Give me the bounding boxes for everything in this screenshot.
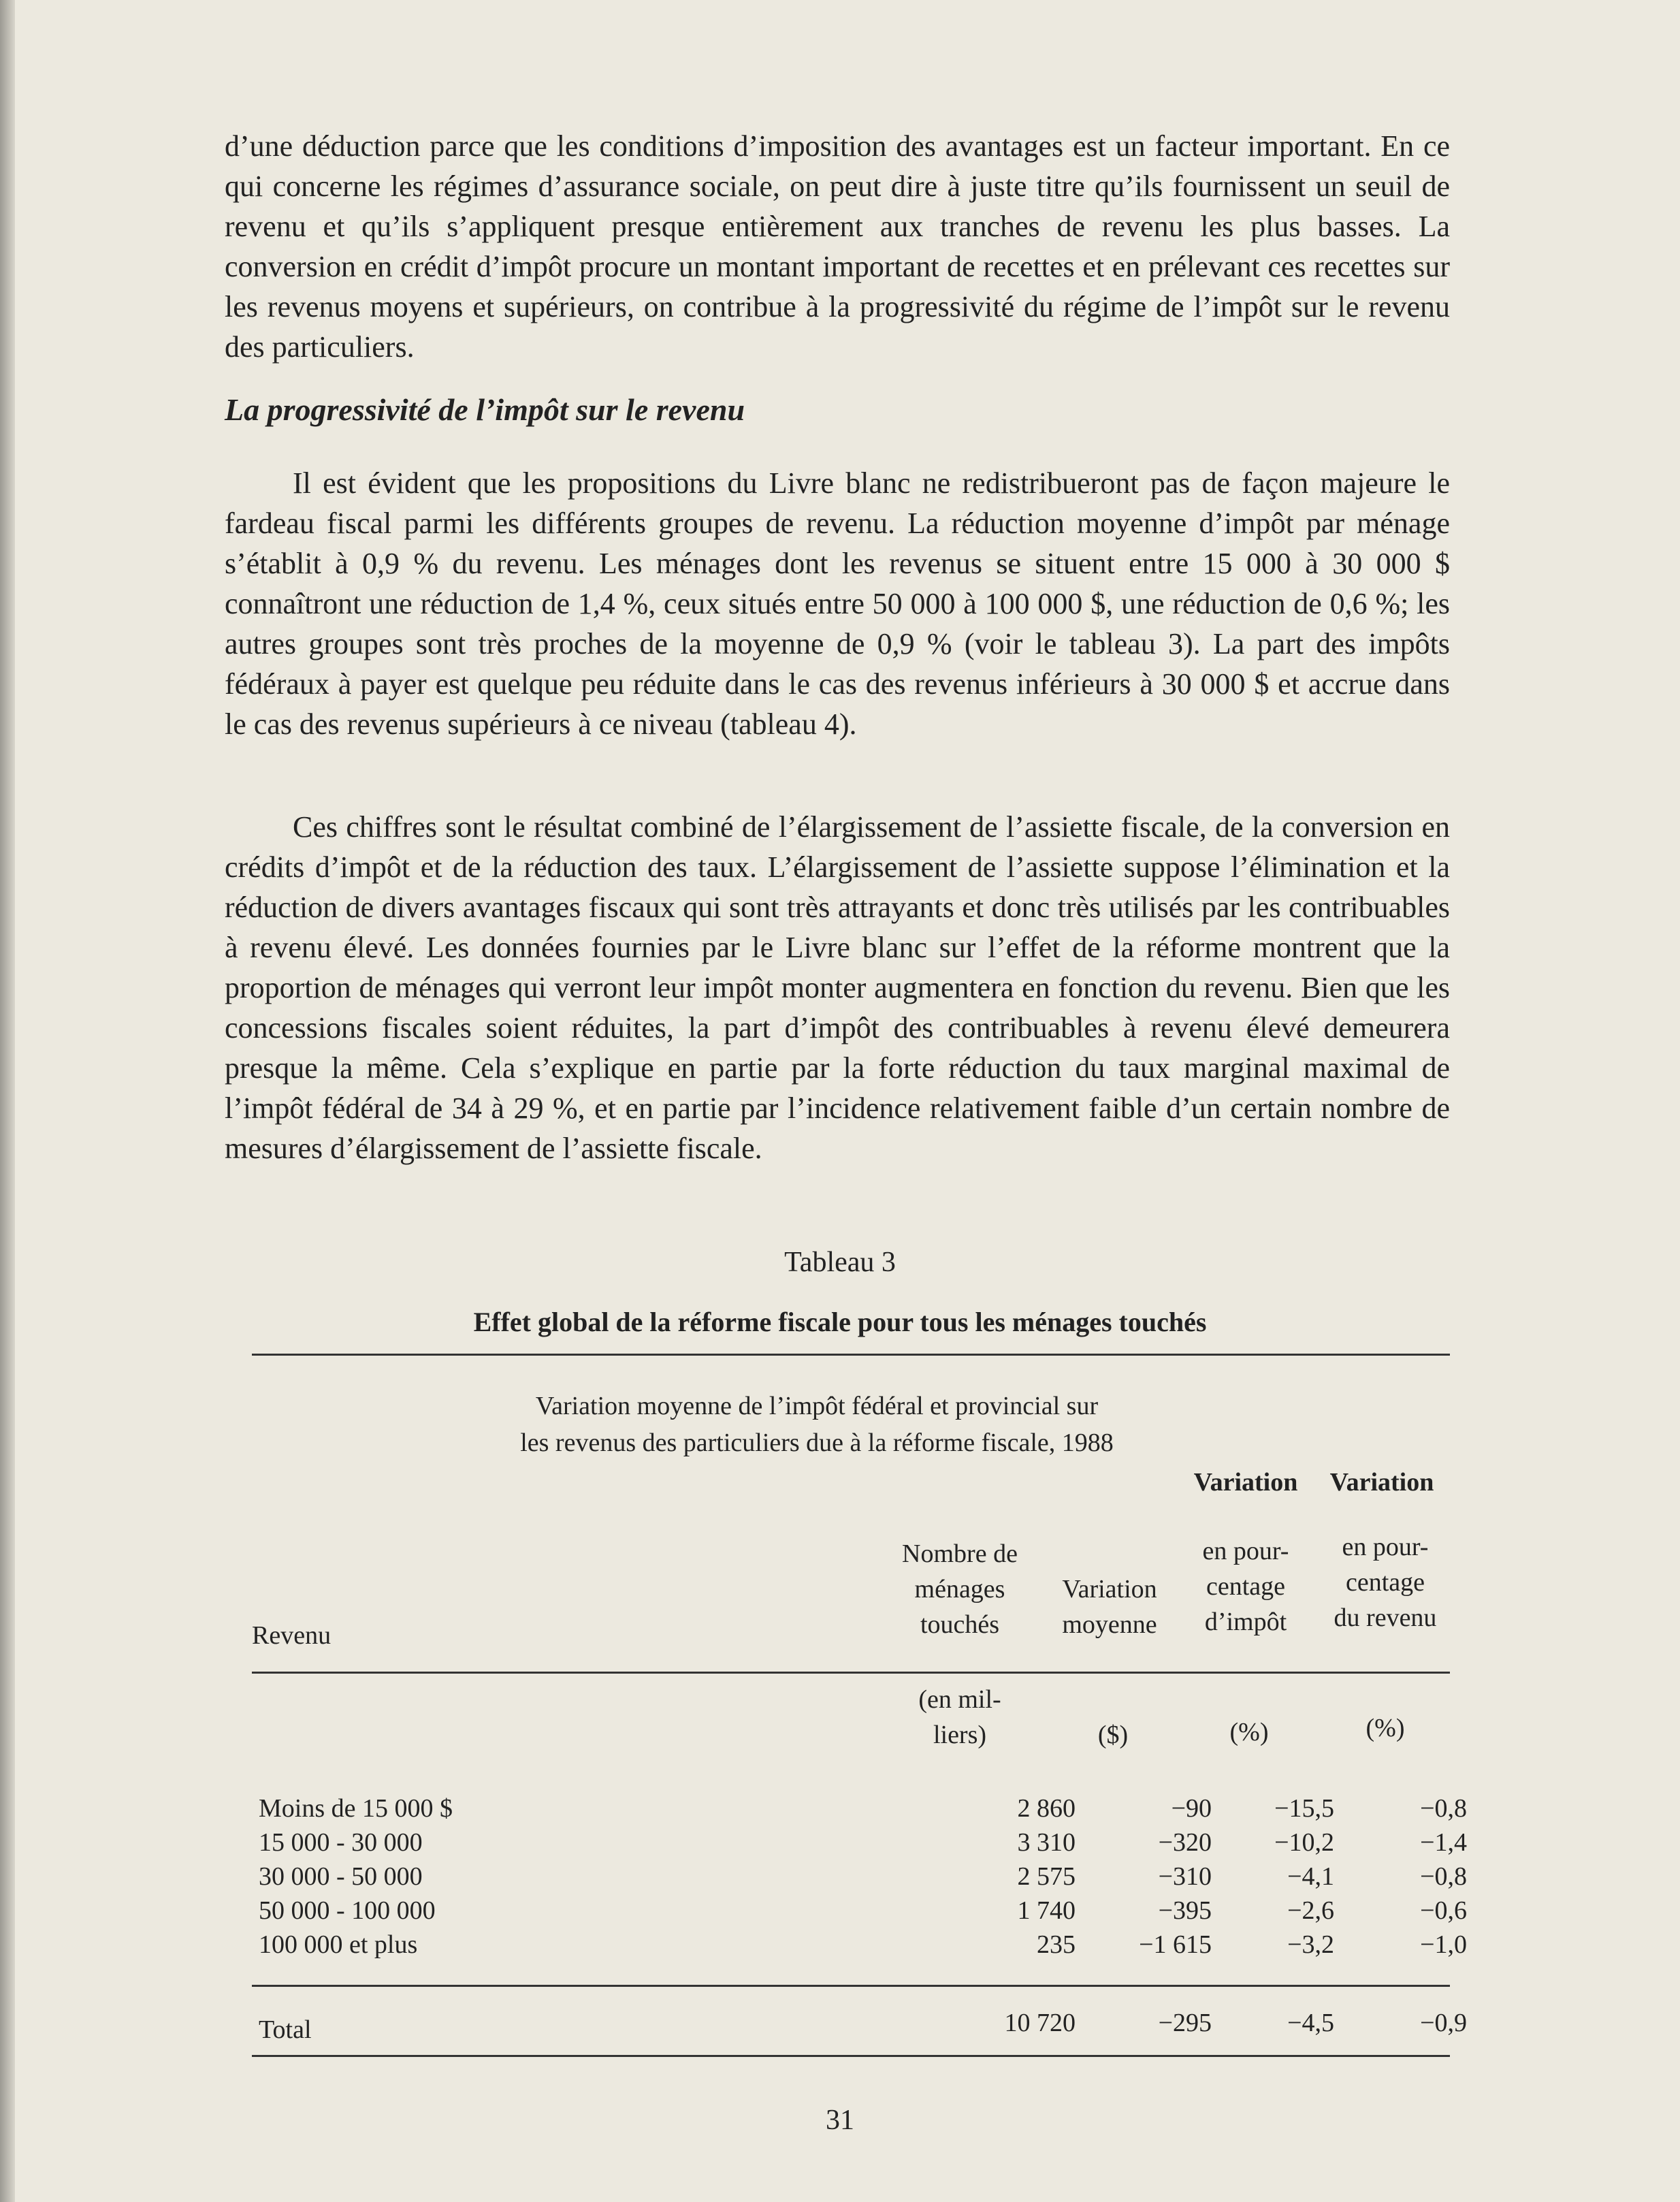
table-total-rule (252, 1985, 1450, 1987)
caption-line-1: Variation moyenne de l’impôt fédéral et provincial sur (535, 1392, 1099, 1420)
col-head-menages (878, 1536, 1041, 1642)
row-revenu: 15 000 - 30 000 (259, 1828, 423, 1857)
col-head-pct-revenu-line-2: centage (1345, 1568, 1425, 1597)
col-head-menages-line-3: touchés (920, 1610, 1000, 1639)
row-variation: −310 (1158, 1862, 1212, 1891)
bold-head-3: Variation (1193, 1468, 1298, 1497)
row-pct-revenu: −1,4 (1420, 1828, 1467, 1857)
row-pct-impot: −10,2 (1274, 1828, 1334, 1857)
row-pct-impot: −3,2 (1287, 1930, 1334, 1959)
row-variation: −90 (1171, 1794, 1212, 1823)
section-heading: La progressivité de l’impôt sur le revenu (225, 392, 745, 427)
col-head-pct-revenu (1314, 1529, 1457, 1635)
table-header-rule (252, 1672, 1450, 1674)
unit-variation: ($) (1097, 1721, 1129, 1749)
scan-edge (0, 0, 15, 2202)
row-variation: −395 (1158, 1896, 1212, 1925)
row-menages: 3 310 (1017, 1828, 1076, 1857)
col-head-variation (1038, 1571, 1181, 1642)
col-head-pct-revenu-line-1: en pour- (1342, 1533, 1429, 1561)
paragraph-3-text: Ces chiffres sont le résultat combiné de l’élargissement de l’assiette fiscale, de la conversion en crédits d’impôt et de la réduction des taux. L’élargissement de l’assiette suppose l’élimination et la réduction de divers avantages fiscaux qui sont très attrayants et donc très utilisés par les contribuables à revenu élevé. Les données fournies par le Livre blanc sur l’effet de la réforme montrent que la proportion de ménages qui verront leur impôt monter augmentera en fonction du revenu. Bien que les concessions fiscales soient réduites, la part d’impôt des contribuables à revenu élevé demeurera presque la même. Cela s’explique en partie par la forte réduction du taux marginal maximal de l’impôt fédéral de 34 à 29 %, et en partie par l’incidence relativement faible d’un certain nombre de mesures d’élargissement de l’assiette fiscale. (225, 810, 1450, 1165)
paragraph-2 (225, 463, 1450, 744)
row-pct-impot: −15,5 (1274, 1794, 1334, 1823)
unit-pct-impot: (%) (1229, 1718, 1269, 1746)
col-head-variation-line-2: moyenne (1062, 1610, 1157, 1639)
row-pct-impot: −4,1 (1287, 1862, 1334, 1891)
col-head-menages-line-2: ménages (914, 1575, 1005, 1603)
unit-menages-line-1: (en mil- (918, 1685, 1001, 1714)
row-pct-revenu: −0,6 (1420, 1896, 1467, 1925)
table-caption (381, 1388, 1253, 1461)
table-label: Tableau 3 (784, 1247, 896, 1278)
col-head-pct-revenu-line-3: du revenu (1334, 1603, 1437, 1632)
row-variation: −320 (1158, 1828, 1212, 1857)
row-menages: 2 575 (1017, 1862, 1076, 1891)
col-head-revenu: Revenu (252, 1621, 332, 1650)
row-revenu: Moins de 15 000 $ (259, 1794, 453, 1823)
total-variation: −295 (1158, 2009, 1212, 2037)
row-menages: 2 860 (1017, 1794, 1076, 1823)
intro-paragraph-text: d’une déduction parce que les conditions d’imposition des avantages est un facteur important. En ce qui concerne les régimes d’assurance sociale, on peut dire à juste titre qu’ils fournissent un seuil de revenu et qu’ils s’appliquent presque entièrement aux tranches de revenu les plus basses. La conversion en crédit d’impôt procure un montant important de recettes et en prélevant ces recettes sur les revenus moyens et supérieurs, on contribue à la progressivité du régime de l’impôt sur le revenu des particuliers. (225, 129, 1450, 364)
table-row (259, 1825, 1467, 1860)
unit-menages (892, 1682, 1028, 1753)
col-head-pct-impot (1184, 1533, 1307, 1640)
col-head-pct-impot-line-2: centage (1206, 1572, 1286, 1601)
table-total-row (259, 2005, 1467, 2044)
table-top-rule (252, 1354, 1450, 1356)
total-revenu: Total (259, 2015, 312, 2044)
row-pct-revenu: −0,8 (1420, 1862, 1467, 1891)
table-bottom-rule (252, 2055, 1450, 2057)
bold-head-4: Variation (1329, 1468, 1434, 1497)
row-pct-revenu: −0,8 (1420, 1794, 1467, 1823)
total-pct-impot: −4,5 (1287, 2009, 1334, 2037)
unit-pct-revenu: (%) (1366, 1714, 1405, 1742)
row-revenu: 100 000 et plus (259, 1930, 418, 1959)
row-pct-impot: −2,6 (1287, 1896, 1334, 1925)
table-row (259, 1791, 1467, 1826)
unit-menages-line-2: liers) (933, 1721, 987, 1749)
col-head-variation-line-1: Variation (1062, 1575, 1157, 1603)
row-menages: 235 (1037, 1930, 1076, 1959)
paragraph-3 (225, 807, 1450, 1168)
table-row (259, 1893, 1467, 1928)
page-number: 31 (826, 2105, 854, 2136)
paragraph-2-text: Il est évident que les propositions du Livre blanc ne redistribueront pas de façon majeure le fardeau fiscal parmi les différents groupes de revenu. La réduction moyenne d’impôt par ménage s’établit à 0,9 % du revenu. Les ménages dont les revenus se situent entre 15 000 à 30 000 $ connaîtront une réduction de 1,4 %, ceux situés entre 50 000 à 100 000 $, une réduction de 0,6 %; les autres groupes sont très proches de la moyenne de 0,9 % (voir le tableau 3). La part des impôts fédéraux à payer est quelque peu réduite dans le cas des revenus inférieurs à 30 000 $ et accrue dans le cas des revenus supérieurs à ce niveau (tableau 4). (225, 466, 1450, 741)
table-row (259, 1927, 1467, 1962)
total-pct-revenu: −0,9 (1420, 2009, 1467, 2037)
total-menages: 10 720 (1004, 2009, 1076, 2037)
caption-line-2: les revenus des particuliers due à la réforme fiscale, 1988 (520, 1429, 1114, 1457)
row-variation: −1 615 (1139, 1930, 1212, 1959)
col-head-pct-impot-line-3: d’impôt (1204, 1608, 1287, 1636)
intro-paragraph (225, 126, 1450, 367)
row-revenu: 30 000 - 50 000 (259, 1862, 423, 1891)
table-row (259, 1859, 1467, 1894)
row-pct-revenu: −1,0 (1420, 1930, 1467, 1959)
row-menages: 1 740 (1017, 1896, 1076, 1925)
table-title: Effet global de la réforme fiscale pour tous les ménages touchés (473, 1307, 1207, 1337)
row-revenu: 50 000 - 100 000 (259, 1896, 436, 1925)
col-head-menages-line-1: Nombre de (902, 1539, 1018, 1568)
col-head-pct-impot-line-1: en pour- (1202, 1537, 1289, 1565)
